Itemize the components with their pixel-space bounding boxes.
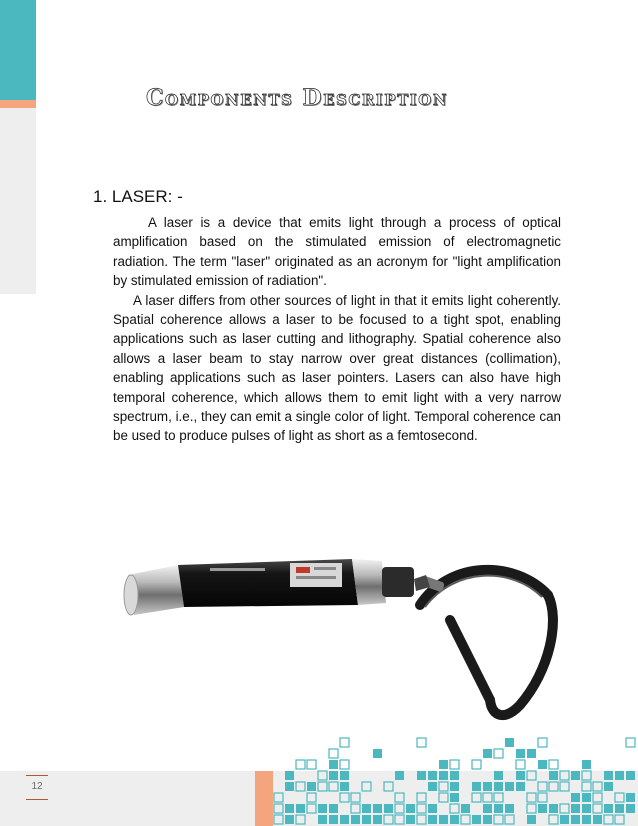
pixel-tile [560,771,569,780]
pixel-tile [395,815,404,824]
pixel-tile [285,771,294,780]
pixel-tile [461,804,470,813]
pixel-tile [351,815,360,824]
pixel-tile [384,815,393,824]
pixel-tile [428,782,437,791]
pixel-tile [472,760,481,769]
pixel-tile [329,782,338,791]
laser-pointer-photo [120,545,570,730]
pixel-tile [450,793,459,802]
pixel-tile [296,815,305,824]
section-heading: 1. LASER: - [93,187,183,206]
pixel-tile [395,771,404,780]
pixel-tile [439,793,448,802]
pixel-tile [384,804,393,813]
pixel-tile [582,771,591,780]
pixel-tile [494,749,503,758]
laser-cap [352,559,386,605]
paragraph-1: A laser is a device that emits light through a process of optical amplification based on the stimulated emission of electromagnetic radiation. The term "laser" originated as an acronym for "light amplification by stimulated emission of radiation". [113,215,561,289]
pixel-tile [593,815,602,824]
pixel-tile [318,771,327,780]
pixel-tile [395,793,404,802]
pixel-tile [439,782,448,791]
page-number: 12 [26,775,48,800]
pixel-tile [560,815,569,824]
pixel-tile [296,760,305,769]
pixel-tile [329,804,338,813]
pixel-tile [626,804,635,813]
pixel-tile [362,782,371,791]
side-accent-gray [0,108,36,294]
pixel-tile [549,760,558,769]
pixel-tile [505,804,514,813]
pixel-tile [582,815,591,824]
pixel-tile [527,793,536,802]
pixel-tile [560,782,569,791]
pixel-tile [604,782,613,791]
pixel-tile [417,815,426,824]
pixel-tile [593,782,602,791]
pixel-tile [593,793,602,802]
pixel-tile [439,760,448,769]
pixel-tile [351,804,360,813]
pixel-tile [483,793,492,802]
pixel-tile [505,782,514,791]
pixel-tile [450,815,459,824]
pixel-tile [516,771,525,780]
pixel-tile [472,815,481,824]
pixel-tile [340,793,349,802]
pixel-tile [307,804,316,813]
pixel-tile [274,793,283,802]
pixel-tile [538,804,547,813]
pixel-tile [417,738,426,747]
pixel-tile [439,771,448,780]
pixel-tile [626,771,635,780]
pixel-tile [406,815,415,824]
pixel-tile [571,771,580,780]
pixel-tile [494,815,503,824]
pixel-tile [527,771,536,780]
pixel-tile [296,782,305,791]
pixel-tile [604,804,613,813]
pixel-tile [384,782,393,791]
pixel-tile [516,782,525,791]
pixel-tile [340,771,349,780]
pixel-tile [494,793,503,802]
pixel-tile [516,760,525,769]
pixel-tile [428,804,437,813]
pixel-tile [538,760,547,769]
pixel-tile [351,793,360,802]
pixel-tile [373,815,382,824]
pixel-tile [340,815,349,824]
pixel-tile [472,793,481,802]
pixel-tile [505,815,514,824]
pixel-tile [450,782,459,791]
pixel-tile [439,815,448,824]
pixel-tile [395,804,404,813]
pixel-tile [483,782,492,791]
pixel-tile [549,804,558,813]
side-accent-orange [0,100,36,108]
pixel-tile [307,760,316,769]
pixel-tile [549,782,558,791]
pixel-tile [582,760,591,769]
pixel-tile [538,782,547,791]
pixel-tile [428,815,437,824]
pixel-tile [527,815,536,824]
pixel-tile [582,804,591,813]
pixel-tile [494,771,503,780]
pixel-tile [329,771,338,780]
pixel-tile [285,782,294,791]
pixel-tile [483,815,492,824]
pixel-tile [340,738,349,747]
pixel-tile [340,782,349,791]
pixel-tile [307,793,316,802]
pixel-tile [373,804,382,813]
pixel-tile [604,815,613,824]
pixel-tile [494,804,503,813]
pixel-tile [318,815,327,824]
pixel-tile [318,804,327,813]
pixel-tile [417,793,426,802]
pixel-tile [615,771,624,780]
pixel-tile [329,815,338,824]
pixel-tile [417,804,426,813]
pixel-tile [527,749,536,758]
pixel-tile [285,804,294,813]
pixel-tile [505,738,514,747]
paragraph-2: A laser differs from other sources of light in that it emits light coherently. Spatial coherence allows a laser to be focused to a tight spot, enabling applications such as laser cutting and lithography. Spatial coherence also allows a laser beam to stay narrow over great distances (collimation), enabling applications such as laser pointers. Lasers can also have high temporal coherence, which allows them to emit light with a very narrow spectrum, i.e., they can emit a single color of light. Temporal coherence can be used to produce pulses of light as short as a femtosecond. [113,292,561,444]
pixel-tile [362,815,371,824]
pixel-tile [483,749,492,758]
pixel-tile [329,760,338,769]
pixel-tile [593,804,602,813]
pixel-tile [615,815,624,824]
pixel-tile [274,815,283,824]
pixel-tile [296,804,305,813]
pixel-tile [582,782,591,791]
pixel-tile [538,738,547,747]
pixel-tile [450,804,459,813]
pixel-tile [626,738,635,747]
pixel-tile [549,771,558,780]
pixel-tile [538,793,547,802]
footer-accent-orange [255,771,273,826]
pixel-tile [428,771,437,780]
pixel-tile [285,815,294,824]
pixel-tile [373,749,382,758]
pixel-tile [307,782,316,791]
pixel-tile [417,771,426,780]
pixel-tile [560,804,569,813]
pixel-tile [615,793,624,802]
pixel-tile [329,749,338,758]
pixel-tile [571,793,580,802]
page-title: Components Description [146,85,449,111]
pixel-tile [615,804,624,813]
pixel-tile [406,804,415,813]
pixel-tile [571,815,580,824]
pixel-tile [626,793,635,802]
pixel-tile [274,804,283,813]
pixel-tile [461,815,470,824]
pixel-tile [450,760,459,769]
pixel-tile [604,771,613,780]
pixel-tile [516,749,525,758]
decorative-pixel-pattern [273,732,638,826]
pixel-tile [582,793,591,802]
pixel-tile [318,782,327,791]
pixel-tile [340,760,349,769]
side-accent-teal [0,0,36,100]
section-body [113,213,561,446]
pixel-tile [494,782,503,791]
pixel-tile [571,804,580,813]
pixel-tile [472,782,481,791]
pixel-tile [483,804,492,813]
pixel-tile [549,815,558,824]
pixel-tile [527,804,536,813]
pixel-tile [362,804,371,813]
pixel-tile [450,771,459,780]
